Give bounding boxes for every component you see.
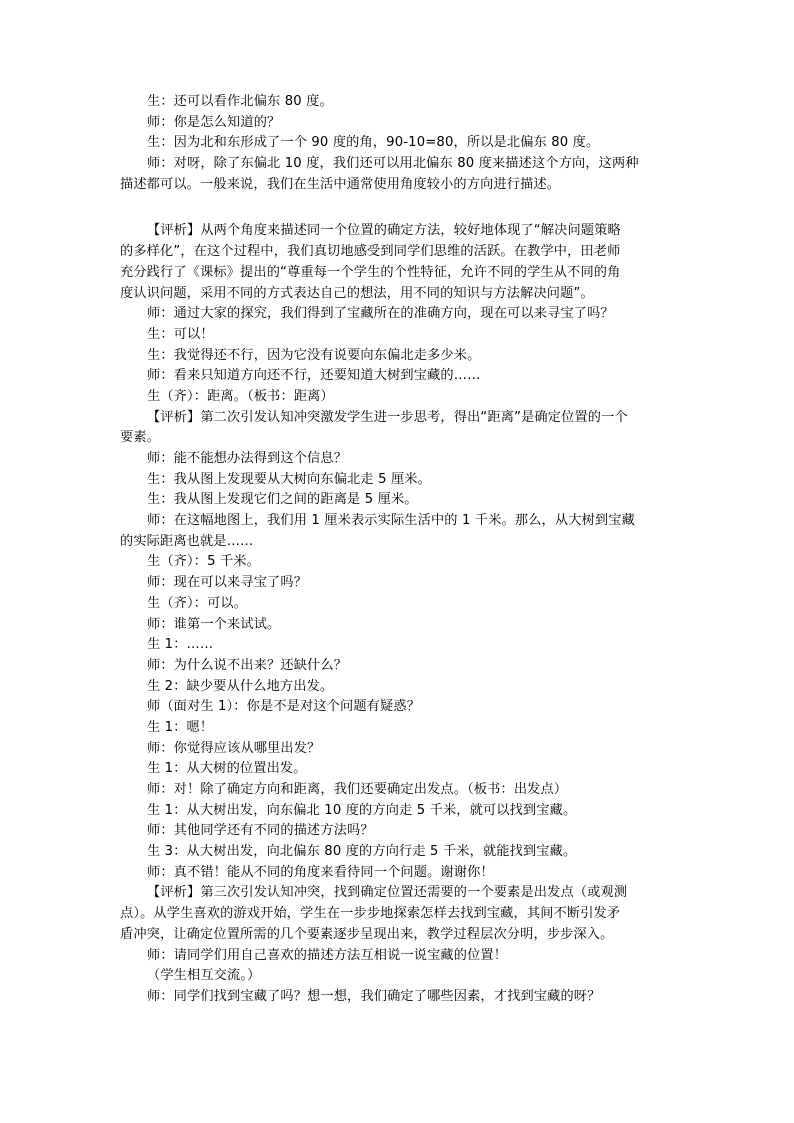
text-line: 生 1：嗯！ — [147, 719, 214, 735]
text-line: 点）。从学生喜欢的游戏开始，学生在一步步地探索怎样去找到宝藏，其间不断引发矛 — [120, 906, 621, 922]
text-line: 师：为什么说不出来？还缺什么？ — [147, 657, 348, 673]
text-line: 盾冲突，让确定位置所需的几个要素逐步呈现出来，教学过程层次分明，步步深入。 — [120, 926, 614, 942]
text-line: 生：可以！ — [147, 326, 214, 342]
text-line: 师（面对生 1）：你是不是对这个问题有疑惑？ — [147, 699, 421, 715]
text-line: 生：我从图上发现它们之间的距离是 5 厘米。 — [147, 492, 418, 508]
text-line: 师：通过大家的探究，我们得到了宝藏所在的准确方向，现在可以来寻宝了吗？ — [147, 306, 614, 322]
text-line: 生：因为北和东形成了一个 90 度的角，90-10=80，所以是北偏东 80 度。 — [147, 135, 600, 151]
text-line: 生 2：缺少要从什么地方出发。 — [147, 678, 334, 694]
text-line: 生：还可以看作北偏东 80 度。 — [147, 94, 333, 109]
text-line: 师：其他同学还有不同的描述方法吗？ — [147, 823, 374, 839]
text-line: 师：你觉得应该从哪里出发？ — [147, 740, 321, 756]
text-line: 【评析】从两个角度来描述同一个位置的确定方法，较好地体现了“解决问题策略 — [147, 223, 621, 239]
text-line: 生：我从图上发现要从大树向东偏北走 5 厘米。 — [147, 471, 431, 487]
text-line: 的多样化”，在这个过程中，我们真切地感受到同学们思维的活跃。在教学中，田老师 — [120, 244, 621, 260]
text-line: 师：你是怎么知道的？ — [147, 114, 281, 130]
text-line: 【评析】第二次引发认知冲突激发学生进一步思考，得出“距离”是确定位置的一个 — [147, 409, 628, 425]
text-line: 生：我觉得还不行，因为它没有说要向东偏北走多少米。 — [147, 347, 481, 363]
text-line: 要素。 — [120, 430, 161, 446]
document-body — [120, 92, 680, 1008]
text-line: 的实际距离也就是…… — [120, 533, 254, 549]
text-line: 师：在这幅地图上，我们用 1 厘米表示实际生活中的 1 千米。那么，从大树到宝藏 — [147, 513, 635, 529]
text-line: 生（齐）：5 千米。 — [147, 554, 260, 570]
text-line: 充分践行了《课标》提出的“尊重每一个学生的个性特征，允许不同的学生从不同的角 — [120, 264, 621, 280]
text-line: 生 1：从大树出发，向东偏北 10 度的方向走 5 千米，就可以找到宝藏。 — [147, 802, 577, 818]
text-line: 师：对！除了确定方向和距离，我们还要确定出发点。（板书：出发点） — [147, 782, 568, 797]
text-line: 描述都可以。一般来说，我们在生活中通常使用角度较小的方向进行描述。 — [120, 176, 561, 192]
text-line: 生（齐）：可以。 — [147, 595, 248, 611]
text-line: 师：谁第一个来试试。 — [147, 616, 281, 632]
text-line: （学生相互交流。） — [147, 968, 261, 984]
text-line: 师：同学们找到宝藏了吗？想一想，我们确定了哪些因素，才找到宝藏的呀？ — [147, 988, 601, 1004]
text-line: 生 1：…… — [147, 637, 214, 653]
text-line: 师：真不错！能从不同的角度来看待同一个问题。谢谢你！ — [147, 864, 494, 880]
text-line: 师：请同学们用自己喜欢的描述方法互相说一说宝藏的位置！ — [147, 947, 508, 963]
paragraph-gap — [120, 195, 680, 221]
text-line: 【评析】第三次引发认知冲突，找到确定位置还需要的一个要素是出发点（或观测 — [147, 885, 628, 901]
text-line: 师：现在可以来寻宝了吗？ — [147, 575, 308, 591]
text-line: 生 3：从大树出发，向北偏东 80 度的方向行走 5 千米，就能找到宝藏。 — [147, 844, 577, 860]
text-line: 度认识问题，采用不同的方式表达自己的想法，用不同的知识与方法解决问题”。 — [120, 285, 594, 301]
text-line: 生 1：从大树的位置出发。 — [147, 761, 307, 777]
text-line: 生（齐）：距离。（板书：距离） — [147, 388, 334, 404]
text-line: 师：看来只知道方向还不行，还要知道大树到宝藏的…… — [147, 368, 481, 384]
text-line: 师：能不能想办法得到这个信息？ — [147, 451, 348, 466]
text-line: 师：对呀，除了东偏北 10 度，我们还可以用北偏东 80 度来描述这个方向，这两种 — [147, 156, 639, 172]
